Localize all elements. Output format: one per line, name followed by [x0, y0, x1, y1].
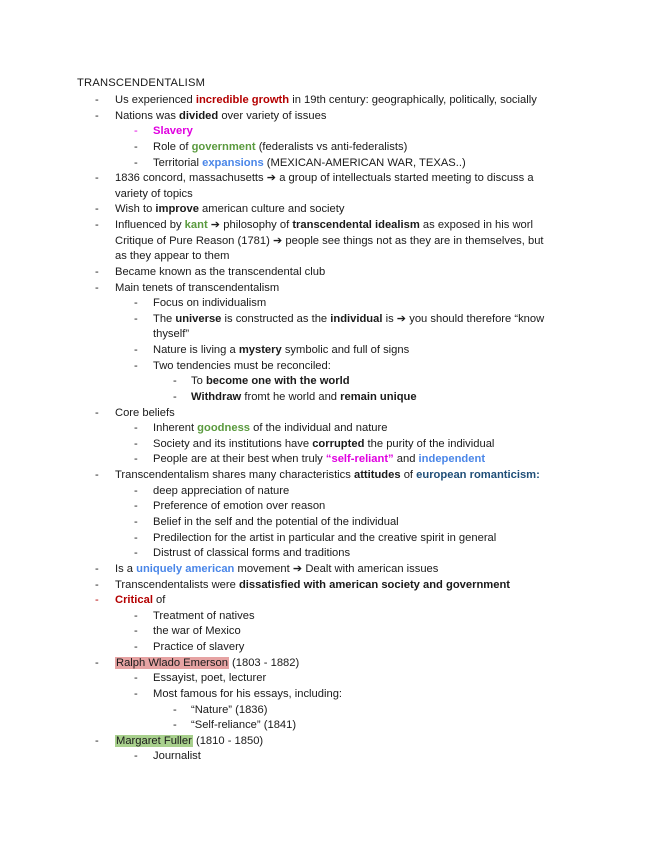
line-text: Predilection for the artist in particular and the creative spirit in general	[153, 531, 497, 544]
line-text: in 19th century: geographically, politically, socially	[289, 94, 537, 106]
bullet-dash: -	[134, 297, 138, 310]
bullet-dash: -	[173, 719, 177, 732]
outline-line	[153, 531, 496, 547]
outline-line	[115, 265, 325, 281]
outline-line	[153, 359, 331, 375]
line-text: the war of Mexico	[153, 625, 241, 638]
bullet-dash: -	[134, 125, 138, 138]
bullet-dash: -	[134, 453, 138, 466]
line-text: Essayist, poet, lecturer	[153, 672, 267, 685]
bullet-dash: -	[134, 516, 138, 528]
line-text: Ralph Wlado Emerson	[116, 656, 228, 669]
outline-line	[115, 218, 533, 234]
line-text: Became known as the transcendental club	[115, 265, 326, 278]
line-text: kant	[184, 219, 208, 232]
outline-line	[191, 390, 417, 406]
outline-line	[115, 562, 438, 578]
bullet-dash: -	[95, 172, 99, 185]
outline-line	[153, 421, 387, 437]
outline-line	[153, 156, 466, 172]
line-text: government	[191, 140, 256, 153]
outline-line	[115, 93, 537, 109]
line-text: Nature is living a	[153, 344, 239, 357]
line-text: Critical	[115, 594, 153, 607]
line-text: Territorial	[153, 156, 203, 169]
line-text: goodness	[197, 422, 251, 435]
outline-line	[115, 109, 326, 125]
bullet-dash: -	[134, 312, 138, 325]
outline-line	[153, 327, 189, 343]
line-text: Practice of slavery	[153, 641, 245, 654]
line-text: “Self-reliance” (1841)	[191, 719, 297, 732]
bullet-dash: -	[95, 469, 99, 482]
bullet-dash: -	[134, 359, 138, 372]
line-text: Is a	[115, 562, 137, 575]
line-text: attitudes	[353, 469, 401, 482]
line-text: People are at their best when truly	[153, 453, 326, 466]
bullet-dash: -	[173, 390, 177, 403]
bullet-dash: -	[134, 484, 138, 497]
bullet-dash: -	[95, 203, 99, 216]
outline-line	[153, 452, 485, 468]
line-text: incredible growth	[195, 94, 290, 106]
outline-line	[191, 374, 350, 390]
outline-line	[153, 609, 255, 625]
line-text: as they appear to them	[115, 250, 230, 263]
line-text: corrupted	[312, 437, 365, 450]
outline-line	[153, 124, 193, 140]
outline-line	[115, 171, 534, 187]
line-text: remain unique	[340, 390, 417, 403]
bullet-dash: -	[134, 672, 138, 685]
outline-line	[153, 546, 350, 562]
outline-line	[153, 687, 342, 703]
outline-line	[115, 234, 544, 250]
line-text: Two tendencies must be reconciled:	[153, 359, 331, 372]
line-text: The	[153, 312, 176, 325]
bullet-dash: -	[134, 625, 138, 638]
outline-line	[191, 718, 296, 734]
outline-line	[153, 343, 409, 359]
outline-line	[153, 671, 266, 687]
line-text: Most famous for his essays, including:	[153, 687, 343, 700]
outline-line	[115, 468, 540, 484]
line-text: transcendental idealism	[292, 219, 420, 232]
line-text: universe	[175, 312, 222, 325]
line-text: Belief in the self and the potential of the individual	[153, 516, 399, 528]
bullet-dash: -	[95, 594, 99, 607]
line-text: divided	[179, 109, 219, 122]
line-text: expansions	[202, 156, 264, 169]
line-text: thyself”	[153, 328, 190, 341]
outline-line	[153, 437, 494, 453]
line-text: Us experienced	[115, 94, 196, 106]
bullet-dash: -	[134, 547, 138, 560]
line-text: Core beliefs	[115, 406, 175, 419]
outline-line	[191, 703, 267, 719]
bullet-dash: -	[95, 562, 99, 575]
bullet-dash: -	[134, 500, 138, 513]
line-text: Slavery	[153, 125, 193, 138]
outline-line	[115, 593, 165, 609]
bullet-dash: -	[95, 734, 99, 747]
line-text: and	[393, 453, 419, 466]
line-text: individual	[330, 312, 383, 325]
line-text: european romanticism:	[416, 469, 540, 482]
outline-line	[153, 515, 399, 531]
line-text: Transcendentalism shares many characteristics	[115, 469, 354, 482]
bullet-dash: -	[95, 94, 99, 106]
line-text: of	[400, 469, 417, 482]
line-text: is constructed as the	[221, 312, 331, 325]
outline-line	[153, 749, 201, 765]
bullet-dash: -	[173, 375, 177, 388]
bullet-dash: -	[95, 265, 99, 278]
outline-line	[115, 406, 175, 422]
line-text: (MEXICAN-AMERICAN WAR, TEXAS..)	[263, 156, 466, 169]
line-text: Critique of Pure Reason (1781) ➔ people see things not as they are in themselves, but	[115, 234, 544, 247]
line-text: “self-reliant”	[325, 453, 394, 466]
line-text: of the individual and nature	[250, 422, 388, 435]
line-text: (federalists vs anti-federalists)	[255, 140, 408, 153]
bullet-dash: -	[134, 140, 138, 153]
outline-line	[153, 312, 544, 328]
line-text: the purity of the individual	[364, 437, 495, 450]
line-text: movement ➔ Dealt with american issues	[234, 562, 439, 575]
line-text: Distrust of classical forms and traditions	[153, 547, 351, 560]
outline-line	[153, 140, 407, 156]
line-text: uniquely american	[136, 562, 235, 575]
outline-line	[153, 624, 241, 640]
outline-line	[115, 656, 299, 672]
bullet-dash: -	[134, 422, 138, 435]
line-text: as exposed in his worl	[419, 219, 533, 232]
bullet-dash: -	[134, 156, 138, 169]
line-text: (1803 - 1882)	[228, 656, 300, 669]
line-text: Inherent	[153, 422, 198, 435]
line-text: improve	[155, 203, 199, 216]
outline-line	[153, 499, 325, 515]
line-text: deep appreciation of nature	[153, 484, 290, 497]
line-text: american culture and society	[198, 203, 345, 216]
line-text: Journalist	[153, 750, 201, 763]
outline-line	[153, 484, 289, 500]
line-text: symbolic and full of signs	[281, 344, 410, 357]
bullet-dash: -	[95, 109, 99, 122]
line-text: over variety of issues	[218, 109, 327, 122]
line-text: Focus on individualism	[153, 297, 267, 310]
bullet-dash: -	[134, 609, 138, 622]
line-text: of	[152, 594, 166, 607]
line-text: Society and its institutions have	[153, 437, 313, 450]
line-text: fromt he world and	[241, 390, 341, 403]
line-text: independent	[418, 453, 486, 466]
line-text: Margaret Fuller	[116, 734, 192, 747]
line-text: Main tenets of transcendentalism	[115, 281, 280, 294]
line-text: is ➔ you should therefore “know	[382, 312, 545, 325]
outline-line	[115, 187, 193, 203]
line-text: Wish to	[115, 203, 156, 216]
bullet-dash: -	[134, 437, 138, 450]
bullet-dash: -	[95, 656, 99, 669]
line-text: Treatment of natives	[153, 609, 255, 622]
bullet-dash: -	[134, 641, 138, 654]
line-text: (1810 - 1850)	[192, 734, 264, 747]
line-text: Preference of emotion over reason	[153, 500, 326, 513]
document-title: TRANSCENDENTALISM	[77, 77, 206, 89]
line-text: variety of topics	[115, 187, 193, 200]
bullet-dash: -	[95, 219, 99, 232]
line-text: become one with the world	[205, 375, 350, 388]
outline-line	[115, 281, 279, 297]
outline-line	[115, 249, 229, 265]
line-text: dissatisfied with american society and government	[238, 578, 511, 591]
line-text: “Nature” (1836)	[191, 703, 268, 716]
line-text: To	[191, 375, 206, 388]
line-text: ➔ philosophy of	[207, 219, 293, 232]
line-text: Nations was	[115, 109, 180, 122]
bullet-dash: -	[95, 281, 99, 294]
line-text: Role of	[153, 140, 192, 153]
bullet-dash: -	[134, 531, 138, 544]
bullet-dash: -	[134, 750, 138, 763]
bullet-dash: -	[134, 687, 138, 700]
bullet-dash: -	[95, 406, 99, 419]
line-text: Influenced by	[115, 219, 185, 232]
outline-line	[115, 578, 510, 594]
outline-line	[153, 640, 244, 656]
bullet-dash: -	[95, 578, 99, 591]
bullet-dash: -	[173, 703, 177, 716]
bullet-dash: -	[134, 344, 138, 357]
outline-line	[115, 734, 263, 750]
line-text: mystery	[238, 344, 282, 357]
line-text: Transcendentalists were	[115, 578, 239, 591]
outline-line	[153, 296, 266, 312]
line-text: Withdraw	[191, 390, 242, 403]
line-text: 1836 concord, massachusetts ➔ a group of intellectuals started meeting to discuss a	[115, 172, 534, 185]
outline-line	[115, 202, 344, 218]
